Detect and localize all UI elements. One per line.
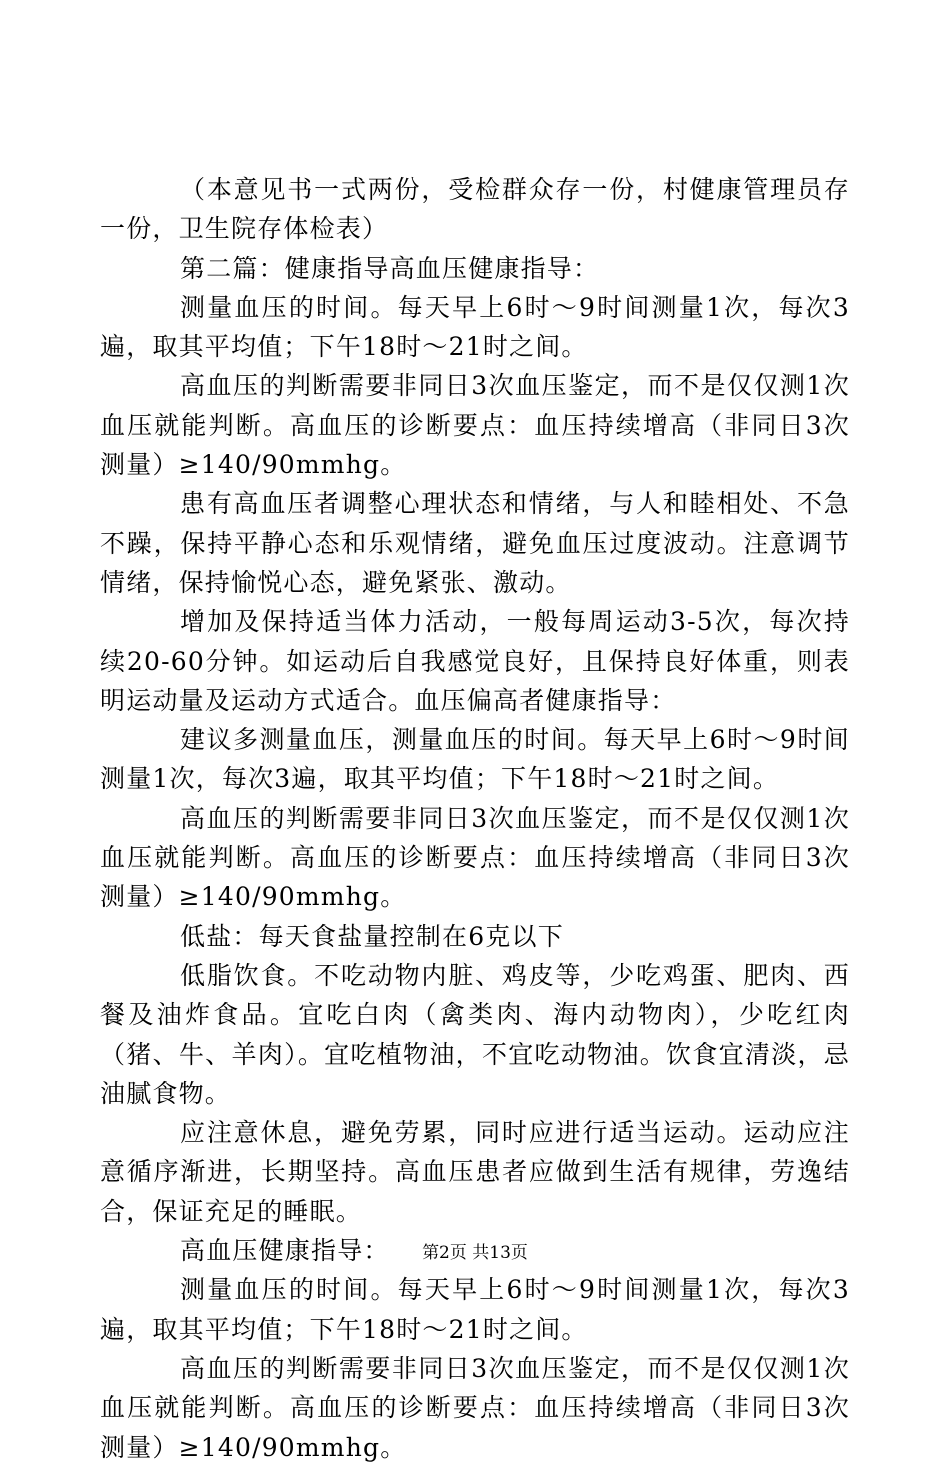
paragraph-emotion: 患有高血压者调整心理状态和情绪，与人和睦相处、不急不躁，保持平静心态和乐观情绪，避免血压过度波动。注意调节情绪，保持愉悦心态，避免紧张、激动。 — [100, 489, 850, 597]
paragraph-measure-time-repeat: 测量血压的时间。每天早上6时～9时间测量1次，每次3遍，取其平均值；下午18时～21时之间。 — [100, 1275, 850, 1344]
paragraph-exercise: 增加及保持适当体力活动，一般每周运动3-5次，每次持续20-60分钟。如运动后自我感觉良好，且保持良好体重，则表明运动量及运动方式适合。血压偏高者健康指导： — [100, 607, 850, 715]
paragraph-diagnosis-final: 高血压的判断需要非同日3次血压鉴定，而不是仅仅测1次血压就能判断。高血压的诊断要点：血压持续增高（非同日3次测量）≥140/90mmhg。 — [100, 1353, 850, 1462]
paragraph-diagnosis-repeat: 高血压的判断需要非同日3次血压鉴定，而不是仅仅测1次血压就能判断。高血压的诊断要点：血压持续增高（非同日3次测量）≥140/90mmhg。 — [100, 803, 850, 912]
paragraph-measure-advice: 建议多测量血压，测量血压的时间。每天早上6时～9时间测量1次，每次3遍，取其平均值；下午18时～21时之间。 — [100, 725, 850, 794]
paragraph-rest: 应注意休息，避免劳累，同时应进行适当运动。运动应注意循序渐进，长期坚持。高血压患者应做到生活有规律，劳逸结合，保证充足的睡眠。 — [100, 1118, 850, 1226]
paragraph-copy-note: （本意见书一式两份，受检群众存一份，村健康管理员存一份，卫生院存体检表） — [100, 175, 850, 244]
paragraph-diagnosis: 高血压的判断需要非同日3次血压鉴定，而不是仅仅测1次血压就能判断。高血压的诊断要点：血压持续增高（非同日3次测量）≥140/90mmhg。 — [100, 371, 850, 480]
paragraph-low-salt: 低盐：每天食盐量控制在6克以下 — [180, 921, 564, 951]
page-footer: 第2页 共13页 — [422, 1243, 528, 1263]
paragraph-section-heading: 高血压健康指导： — [180, 1236, 390, 1266]
paragraph-chapter-heading: 第二篇：健康指导高血压健康指导： — [180, 253, 600, 283]
document-body — [100, 170, 850, 1467]
paragraph-low-fat: 低脂饮食。不吃动物内脏、鸡皮等，少吃鸡蛋、肥肉、西餐及油炸食品。宜吃白肉（禽类肉、海内动物肉），少吃红肉（猪、牛、羊肉）。宜吃植物油，不宜吃动物油。饮食宜清淡，忌油腻食物。 — [100, 960, 850, 1108]
paragraph-measure-time: 测量血压的时间。每天早上6时～9时间测量1次，每次3遍，取其平均值；下午18时～21时之间。 — [100, 292, 850, 362]
